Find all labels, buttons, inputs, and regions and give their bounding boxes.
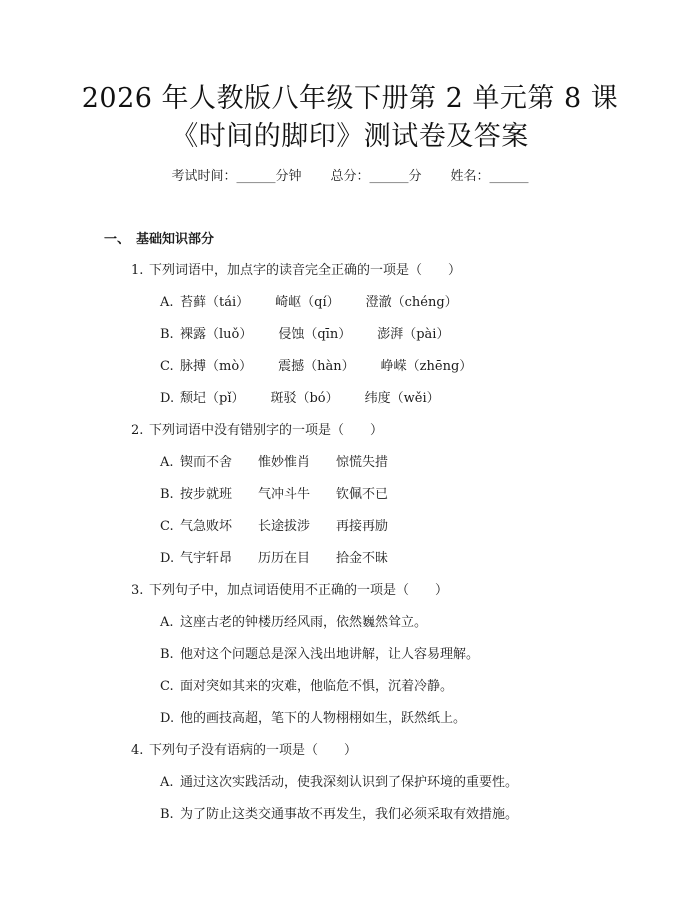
student-name-label: 姓名：______ <box>450 169 529 184</box>
document-title-line-1: 2026 年人教版八年级下册第 2 单元第 8 课 <box>81 83 619 114</box>
option-sentence: 通过这次实践活动，使我深刻认识到了保护环境的重要性。 <box>180 775 519 790</box>
option-letter: C. <box>160 519 174 534</box>
option-letter: A. <box>160 775 174 790</box>
question-1 <box>131 262 461 280</box>
question-3-option-d <box>160 710 466 728</box>
option-word: 惟妙惟肖 <box>258 455 311 470</box>
option-word: 脉搏（mò） <box>180 359 253 374</box>
question-2-option-c <box>160 518 414 536</box>
exam-time-label: 考试时间：______分钟 <box>171 169 302 184</box>
option-letter: B. <box>160 487 174 502</box>
option-word: 震撼（hàn） <box>278 359 355 374</box>
section-title: 基础知识部分 <box>136 232 215 247</box>
question-2-option-d <box>160 550 414 568</box>
question-4 <box>131 742 357 760</box>
question-number: 3. <box>131 583 144 598</box>
option-word: 裸露（luǒ） <box>180 327 253 342</box>
option-word: 再接再励 <box>336 519 389 534</box>
question-2-option-b <box>160 486 414 504</box>
section-number: 一、 <box>104 232 131 247</box>
option-word: 澄澈（chéng） <box>365 295 458 310</box>
option-word: 峥嵘（zhēng） <box>380 359 473 374</box>
question-text: 下列句子中，加点词语使用不正确的一项是（ ） <box>149 583 449 598</box>
option-word: 崎岖（qí） <box>275 295 340 310</box>
option-word: 澎湃（pài） <box>377 327 450 342</box>
option-word: 按步就班 <box>180 487 233 502</box>
question-4-option-a <box>160 774 518 792</box>
total-score-label: 总分：______分 <box>330 169 422 184</box>
option-letter: A. <box>160 295 174 310</box>
question-3 <box>131 582 448 600</box>
question-text: 下列词语中没有错别字的一项是（ ） <box>149 423 384 438</box>
option-word: 气冲斗牛 <box>258 487 311 502</box>
option-sentence: 他对这个问题总是深入浅出地讲解，让人容易理解。 <box>180 647 480 662</box>
option-sentence: 他的画技高超，笔下的人物栩栩如生，跃然纸上。 <box>180 711 467 726</box>
option-letter: C. <box>160 679 174 694</box>
option-word: 气急败坏 <box>180 519 233 534</box>
option-letter: A. <box>160 615 174 630</box>
question-1-option-d <box>160 390 466 408</box>
option-sentence: 面对突如其来的灾难，他临危不惧，沉着冷静。 <box>180 679 454 694</box>
question-3-option-b <box>160 646 479 664</box>
section-heading <box>104 231 214 249</box>
option-sentence: 这座古老的钟楼历经风雨，依然巍然耸立。 <box>180 615 428 630</box>
option-letter: D. <box>160 711 175 726</box>
option-letter: B. <box>160 807 174 822</box>
question-4-option-b <box>160 806 518 824</box>
question-text: 下列句子没有语病的一项是（ ） <box>149 743 358 758</box>
option-letter: D. <box>160 551 175 566</box>
question-number: 4. <box>131 743 144 758</box>
question-1-option-a <box>160 294 484 312</box>
option-letter: C. <box>160 359 174 374</box>
exam-info-line <box>0 168 700 186</box>
question-number: 2. <box>131 423 144 438</box>
option-word: 历历在目 <box>258 551 311 566</box>
option-word: 拾金不昧 <box>336 551 389 566</box>
question-text: 下列词语中，加点字的读音完全正确的一项是（ ） <box>149 263 462 278</box>
question-3-option-a <box>160 614 427 632</box>
question-1-option-b <box>160 326 475 344</box>
question-2 <box>131 422 383 440</box>
option-letter: B. <box>160 647 174 662</box>
option-sentence: 为了防止这类交通事故不再发生，我们必须采取有效措施。 <box>180 807 519 822</box>
question-1-option-c <box>160 358 498 376</box>
option-word: 颓圮（pǐ） <box>180 391 245 406</box>
question-2-option-a <box>160 454 414 472</box>
option-letter: B. <box>160 327 174 342</box>
option-word: 纬度（wěi） <box>364 391 440 406</box>
question-number: 1. <box>131 263 144 278</box>
option-letter: D. <box>160 391 175 406</box>
option-word: 锲而不舍 <box>180 455 233 470</box>
option-letter: A. <box>160 455 174 470</box>
option-word: 侵蚀（qīn） <box>278 327 352 342</box>
option-word: 斑驳（bó） <box>270 391 339 406</box>
option-word: 钦佩不已 <box>336 487 389 502</box>
option-word: 惊慌失措 <box>336 455 389 470</box>
question-3-option-c <box>160 678 453 696</box>
option-word: 长途拔涉 <box>258 519 311 534</box>
document-title-line-2: 《时间的脚印》测试卷及答案 <box>171 121 529 152</box>
option-word: 苔藓（tái） <box>180 295 250 310</box>
option-word: 气宇轩昂 <box>180 551 233 566</box>
